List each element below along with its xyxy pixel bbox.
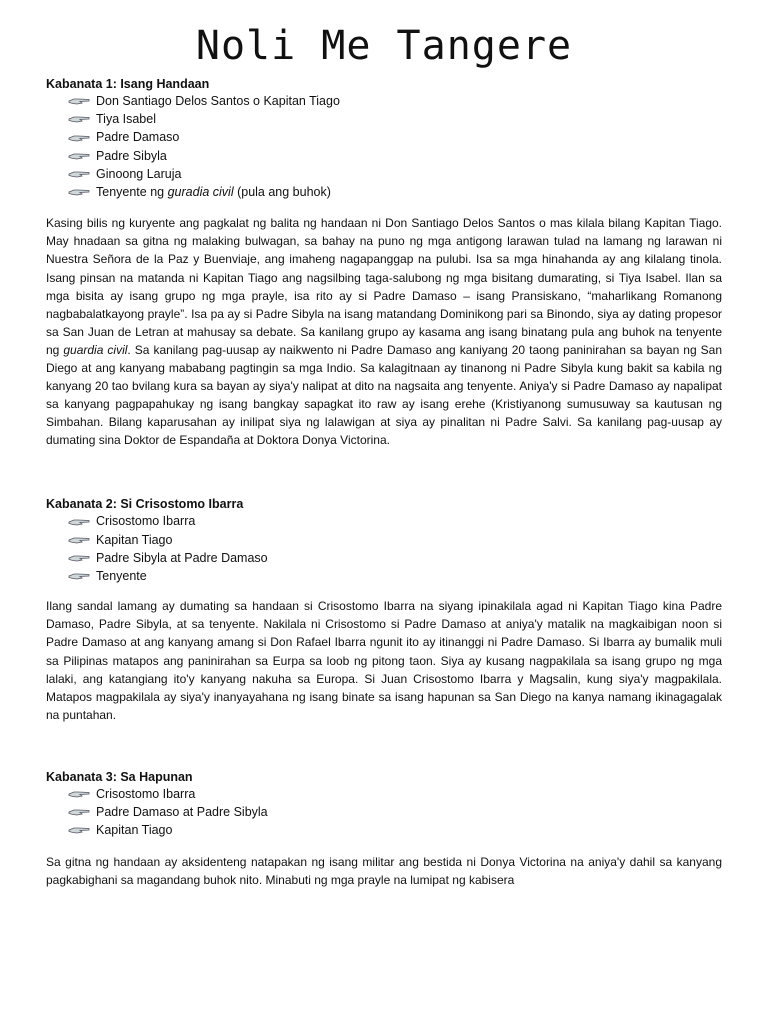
character-list [46, 92, 722, 201]
character-name: Kapitan Tiago [96, 532, 173, 547]
character-name: Padre Damaso at Padre Sibyla [96, 805, 268, 820]
list-item [68, 165, 722, 183]
list-item [68, 785, 722, 803]
character-name: Crisostomo Ibarra [96, 786, 196, 801]
list-item [68, 803, 722, 821]
character-name-part: (pula ang buhok) [233, 185, 331, 200]
chapter-3 [46, 769, 722, 889]
summary-text: . Sa kanilang pag-uusap ay naikwento ni Padre Damaso ang kaniyang 20 taong paninirahan sa bayan ng San Diego at ang kanyang mababang pagtingin sa mga Indio. Sa kalagitnaan ay tinanong ni Padre Sibyla kung bakit sa kabila ng kanyang 20 tao bvilang kura sa bayan ay siya'y nalipat at dito na nagsaita ang tenyente. Aniya'y si Padre Damaso ay napalipat sa kanyang pagpapahukay ng isang bangkay sapagkat ito raw ay isang erehe (Kristiyanong sumusuway sa kautusan ng Simbahan. Bilang kaparusahan ay inilipat siya ng lalawigan at siya ay pinalitan ni Padre Salvi. Sa kanilang pag-uusap ay dumating sina Doktor de Espandaña at Doktora Donya Victorina. [46, 342, 722, 448]
character-name: Tenyente [96, 569, 147, 584]
list-item [68, 821, 722, 839]
chapter-heading: Kabanata 3: Sa Hapunan [46, 769, 193, 784]
chapter-heading: Kabanata 2: Si Crisostomo Ibarra [46, 497, 244, 512]
chapter-heading: Kabanata 1: Isang Handaan [46, 77, 210, 91]
character-name: Don Santiago Delos Santos o Kapitan Tiago [96, 94, 340, 108]
pointing-hand-icon [68, 169, 90, 179]
list-item [68, 531, 722, 549]
character-name: Padre Sibyla at Padre Damaso [96, 550, 268, 565]
list-item [68, 147, 722, 165]
pointing-hand-icon [68, 187, 90, 197]
character-list [46, 512, 722, 585]
list-item [68, 549, 722, 567]
list-item [68, 183, 722, 201]
pointing-hand-icon [68, 825, 90, 835]
chapter-1 [46, 76, 722, 449]
character-name: Kapitan Tiago [96, 823, 173, 838]
list-item [68, 567, 722, 585]
chapter-summary: Ilang sandal lamang ay dumating sa handaan si Crisostomo Ibarra na siyang ipinakilala agad ni Kapitan Tiago kina Padre Damaso, Padre Sibyla, at sa tenyente. Nakilala ni Crisostomo si Padre Damaso at aniya'y matalik na magkaibigan noon si Padre Damaso at ang kanyang amang si Don Rafael Ibarra ngunit ito ay itinanggi ni Padre Damaso. Si Ibarra ay bumalik muli sa Pilipinas matapos ang paninirahan sa Eurpa sa loob ng pitong taon. Siya ay kusang nagpakilala sa isang grupo ng mga lalaki, ang katangiang ito'y kanyang nakuha sa Europa. Si Juan Crisostomo Ibarra y Magsalin, kung siya'y magpakilala. Matapos magpakilala ay siya'y inanyayahana ng isang binate sa isang hapunan sa San Diego na kanya namang ikinagagalak na puntahan. [46, 599, 722, 722]
summary-text: Kasing bilis ng kuryente ang pagkalat ng balita ng handaan ni Don Santiago Delos Santos o mas kilala bilang Kapitan Tiago. May hnadaan sa gitna ng malaking bulwagan, sa bahay na puno ng mga antigong larawan tulad na lamang ng larawan ni Nuestra Señora de la Paz y Buenviaje, ang imaheng nagapanggap na pulubi. Isa sa mga hinahanda ay ang kilalang tinola. Isang pinsan na matanda ni Kapitan Tiago ang nagsilbing taga-salubong ng mga bisitang dumarating, si Tiya Isabel. Ilan sa mga bisita ay isang grupo ng mga prayle, isa rito ay si Padre Damaso – isang Pransiskano, “maharlikang Romanong nagbabalatkayong prayle”. Isa pa ay si Padre Sibyla na isang matandang Dominikong pari sa Binondo, siya ay dating propesor sa San Juan de Letran at mahusay sa debate. Sa kanilang grupo ay kasama ang isang binatang pula ang buhok na tenyente ng [46, 216, 722, 357]
character-name: Crisostomo Ibarra [96, 514, 196, 529]
summary-italic: guardia civil [63, 342, 128, 357]
character-list [46, 785, 722, 840]
character-name-italic: guradia civil [167, 185, 234, 200]
character-name: Padre Damaso [96, 130, 180, 145]
document-title: Noli Me Tangere [195, 23, 573, 69]
character-name: Tiya Isabel [96, 112, 156, 127]
list-item [68, 92, 722, 110]
list-item [68, 512, 722, 530]
chapter-summary: Sa gitna ng handaan ay aksidenteng natapakan ng isang militar ang bestida ni Donya Victorina na aniya'y dahil sa kanyang pagkabighani sa magandang buhok nito. Minabuti ng mga prayle na lumipat ng kabisera [46, 854, 722, 887]
character-name: Ginoong Laruja [96, 166, 182, 181]
pointing-hand-icon [68, 571, 90, 581]
list-item [68, 128, 722, 146]
pointing-hand-icon [68, 133, 90, 143]
pointing-hand-icon [68, 151, 90, 161]
pointing-hand-icon [68, 535, 90, 545]
chapter-2 [46, 496, 722, 723]
pointing-hand-icon [68, 807, 90, 817]
pointing-hand-icon [68, 96, 90, 106]
list-item [68, 110, 722, 128]
pointing-hand-icon [68, 517, 90, 527]
pointing-hand-icon [68, 553, 90, 563]
pointing-hand-icon [68, 114, 90, 124]
pointing-hand-icon [68, 789, 90, 799]
chapter-summary [46, 214, 722, 449]
character-name [96, 183, 331, 201]
character-name-part: Tenyente ng [96, 185, 168, 200]
character-name: Padre Sibyla [96, 148, 167, 163]
